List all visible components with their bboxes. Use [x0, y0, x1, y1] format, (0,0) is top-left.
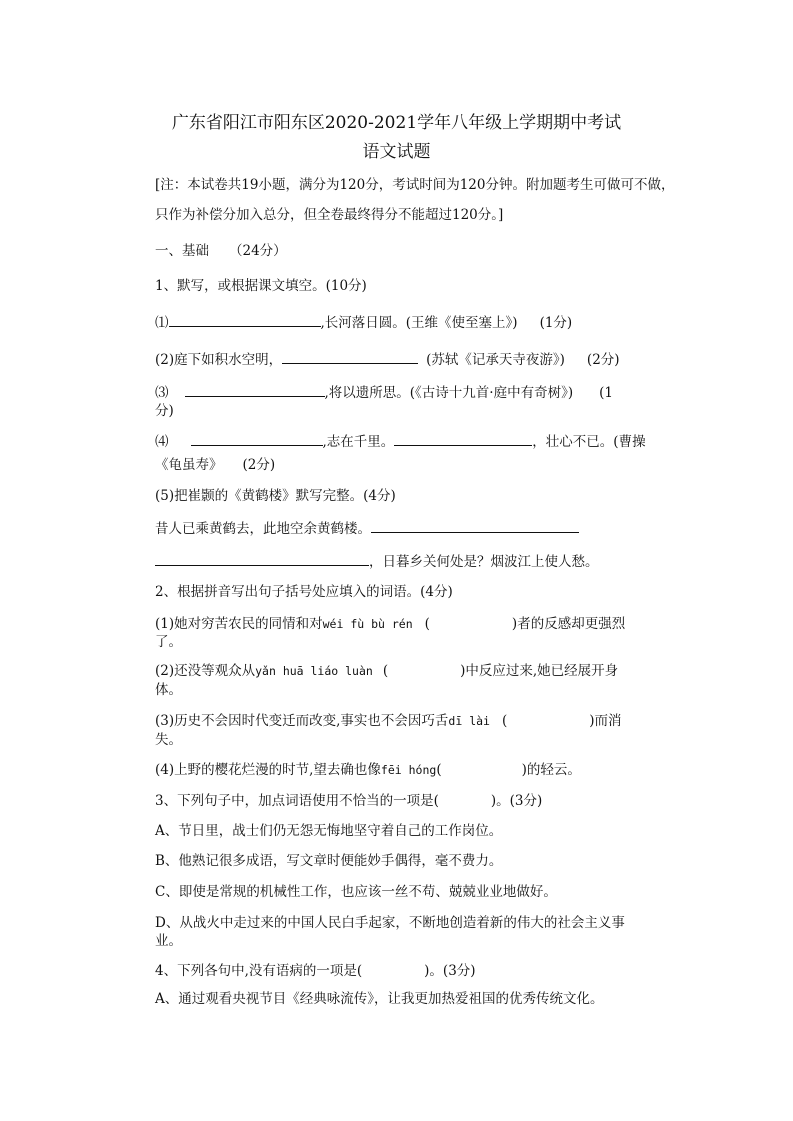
- open-paren: (: [382, 663, 389, 679]
- note-line-2: 只作为补偿分加入总分，但全卷最终得分不能超过120分。]: [155, 207, 504, 223]
- poem-line-2: ，日暮乡关何处是？烟波江上使人愁。: [369, 554, 599, 570]
- q4-stem-score: )。(3分): [424, 963, 476, 979]
- answer-blank[interactable]: [282, 349, 418, 364]
- q2-item-2-wrap: 体。: [155, 682, 182, 698]
- q2-item-2: [155, 662, 655, 680]
- q2-item-1-prefix: (1)她对穷苦农民的同情和对: [155, 616, 323, 632]
- note-line-1: [注：本试卷共19小题，满分为120分，考试时间为120分钟。附加题考生可做可不做，: [155, 177, 675, 193]
- q2-item-2-suffix: )中反应过来,她已经展开身: [460, 663, 619, 679]
- q1-item-4-source: 《龟虽寿》: [155, 457, 223, 473]
- q1-item-3-wrap: 分): [155, 403, 174, 419]
- answer-blank[interactable]: [371, 518, 579, 533]
- q3-stem: [155, 792, 655, 810]
- q1-item-3-text: ,将以遗所思。(《古诗十九首·庭中有奇树》): [324, 385, 574, 401]
- pinyin: dī lài: [448, 714, 490, 728]
- pinyin: wéi fù bù rén: [322, 617, 413, 631]
- q1-item-4-number: ⑷: [155, 434, 169, 450]
- q2-item-2-prefix: (2)还没等观众从: [155, 663, 256, 679]
- q1-item-1: [155, 312, 655, 332]
- q1-item-4-wrap: [155, 456, 655, 474]
- answer-blank[interactable]: [191, 431, 323, 446]
- answer-blank[interactable]: [185, 382, 325, 397]
- pinyin: yǎn huā liáo luàn: [255, 664, 373, 678]
- answer-blank[interactable]: [155, 551, 369, 566]
- q2-item-3: [155, 712, 655, 730]
- q1-item-4-mid: ,志在千里。: [322, 434, 395, 450]
- q3-stem-text: 3、下列句子中，加点词语使用不恰当的一项是(: [155, 793, 439, 809]
- section-score: （24分）: [229, 243, 287, 259]
- q1-item-5-line-2: [155, 551, 655, 571]
- q2-item-4: [155, 761, 655, 779]
- q3-option-b: B、他熟记很多成语，写文章时便能妙手偶得，毫不费力。: [155, 853, 503, 869]
- q3-option-a: A、节日里，战士们仍无怨无悔地坚守着自己的工作岗位。: [155, 823, 503, 839]
- q2-item-1-wrap: 了。: [155, 634, 182, 650]
- q1-item-2-prefix: (2)庭下如积水空明，: [155, 352, 283, 368]
- q1-stem: 1、默写，或根据课文填空。(10分): [155, 278, 367, 294]
- open-paren: (: [501, 713, 508, 729]
- section-heading: [155, 242, 655, 260]
- q1-item-4-score: (2分): [242, 457, 276, 473]
- open-paren: (: [424, 616, 430, 632]
- q3-stem-score: )。(3分): [490, 793, 543, 809]
- q1-item-3: [155, 382, 655, 402]
- q3-option-d: D、从战火中走过来的中国人民白手起家，不断地创造着新的伟大的社会主义事: [155, 915, 625, 931]
- q1-item-1-number: ⑴: [155, 315, 169, 331]
- q2-item-4-suffix: )的轻云。: [521, 762, 581, 778]
- q2-item-1-suffix: )者的反感却更强烈: [511, 616, 626, 632]
- poem-line-1: 昔人已乘黄鹤去，此地空余黄鹤楼。: [155, 521, 371, 537]
- q4-option-a: A、通过观看央视节目《经典咏流传》，让我更加热爱祖国的优秀传统文化。: [155, 991, 604, 1007]
- q1-item-2: [155, 349, 655, 369]
- q1-item-1-text: ,长河落日圆。(王维《使至塞上》): [320, 315, 518, 331]
- q1-item-5-line-1: [155, 518, 655, 538]
- q2-item-3-suffix: )而消: [589, 713, 622, 729]
- q3-option-c: C、即使是常规的机械性工作，也应该一丝不苟、兢兢业业地做好。: [155, 884, 557, 900]
- q2-item-1: [155, 615, 655, 633]
- q1-item-2-score: (2分): [586, 352, 620, 368]
- q1-item-3-score: (1: [599, 385, 613, 401]
- pinyin: fēi hóng: [380, 763, 437, 777]
- q1-item-4: [155, 431, 655, 451]
- q1-item-3-number: ⑶: [155, 385, 169, 401]
- q2-stem: 2、根据拼音写出句子括号处应填入的词语。(4分): [155, 584, 453, 600]
- section-title: 一、基础: [155, 243, 209, 259]
- q2-item-3-wrap: 失。: [155, 732, 182, 748]
- q4-stem: [155, 962, 655, 980]
- q1-item-5-stem: (5)把崔颢的《黄鹤楼》默写完整。(4分): [155, 488, 396, 504]
- q1-item-4-tail: ，壮心不已。(曹操: [532, 434, 646, 450]
- q1-item-1-score: (1分): [539, 315, 573, 331]
- answer-blank[interactable]: [394, 431, 532, 446]
- q1-item-2-text: (苏轼《记承天寺夜游》): [426, 352, 565, 368]
- exam-title: 广东省阳江市阳东区2020-2021学年八年级上学期期中考试: [171, 113, 622, 133]
- open-paren: (: [436, 762, 442, 778]
- q2-item-3-prefix: (3)历史不会因时代变迁而改变,事实也不会因巧舌: [155, 713, 449, 729]
- q3-option-d-wrap: 业。: [155, 933, 182, 949]
- exam-subtitle: 语文试题: [362, 142, 431, 162]
- q4-stem-text: 4、下列各句中,没有语病的一项是(: [155, 963, 363, 979]
- q2-item-4-prefix: (4)上野的樱花烂漫的时节,望去确也像: [155, 762, 381, 778]
- answer-blank[interactable]: [169, 312, 321, 327]
